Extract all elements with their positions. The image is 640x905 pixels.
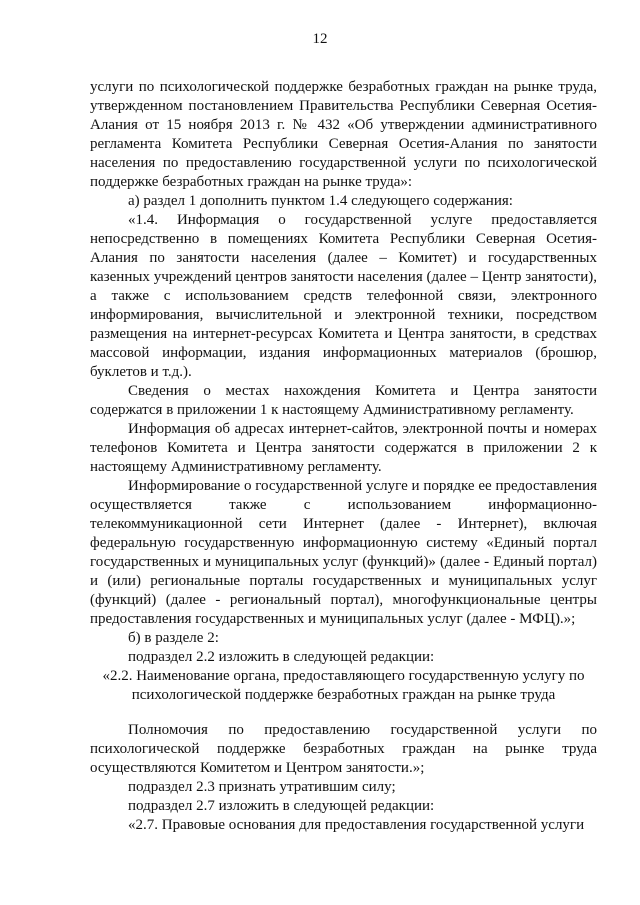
paragraph-section-1-4: «1.4. Информация о государственной услуге предоставляется непосредственно в помещениях Комитета Республики Северная Осетия-Алания по занятости населения (далее – Комитет) и государственных казенных учреждений центров занятости населения (далее – Центр занятости), а также с использованием средств телефонной связи, электронного информирования, вычислительной и электронной техники, посредством размещения на интернет-ресурсах Комитета и Центра занятости, в средствах массовой информации, издания информационных материалов (брошюр, буклетов и т.д.). xyxy=(90,212,597,380)
document-body xyxy=(90,78,597,835)
spacer xyxy=(90,705,597,721)
paragraph-contacts: Информация об адресах интернет-сайтов, электронной почты и номерах телефонов Комитета и Центра занятости содержатся в приложении 2 к настоящему Административному регламенту. xyxy=(90,421,597,475)
paragraph-authority: Полномочия по предоставлению государственной услуги по психологической поддержке безработных граждан на рынке труда осуществляются Комитетом и Центром занятости.»; xyxy=(90,722,597,776)
paragraph-item-b: б) в разделе 2: xyxy=(128,630,219,646)
heading-section-2-7: «2.7. Правовые основания для предоставления государственной услуги xyxy=(128,817,585,833)
page-number: 12 xyxy=(312,31,328,47)
paragraph-subsection-2-7: подраздел 2.7 изложить в следующей редакции: xyxy=(128,798,435,814)
paragraph-subsection-2-2: подраздел 2.2 изложить в следующей редакции: xyxy=(128,649,435,665)
heading-section-2-2: «2.2. Наименование органа, предоставляющего государственную услугу по психологической поддержке безработных граждан на рынке труда xyxy=(102,668,585,703)
paragraph-locations: Сведения о местах нахождения Комитета и Центра занятости содержатся в приложении 1 к настоящему Административному регламенту. xyxy=(90,383,597,418)
paragraph-informing: Информирование о государственной услуге и порядке ее предоставления осуществляется также с использованием информационно-телекоммуникационной сети Интернет (далее - Интернет), включая федеральную государственную информационную систему «Единый портал государственных и муниципальных услуг (функций)» (далее - Единый портал) и (или) региональные порталы государственных и муниципальных услуг (функций) (далее - региональный портал), многофункциональные центры предоставления государственных и муниципальных услуг (далее - МФЦ).»; xyxy=(90,478,597,627)
paragraph-intro: услуги по психологической поддержке безработных граждан на рынке труда, утвержденном постановлением Правительства Республики Северная Осетия-Алания от 15 ноября 2013 г. № 432 «Об утверждении административного регламента Комитета Республики Северная Осетия-Алания по занятости населения по предоставлению государственной услуги по психологической поддержке безработных граждан на рынке труда»: xyxy=(90,79,597,190)
paragraph-item-a: а) раздел 1 дополнить пунктом 1.4 следующего содержания: xyxy=(128,193,513,209)
paragraph-subsection-2-3: подраздел 2.3 признать утратившим силу; xyxy=(128,779,396,795)
